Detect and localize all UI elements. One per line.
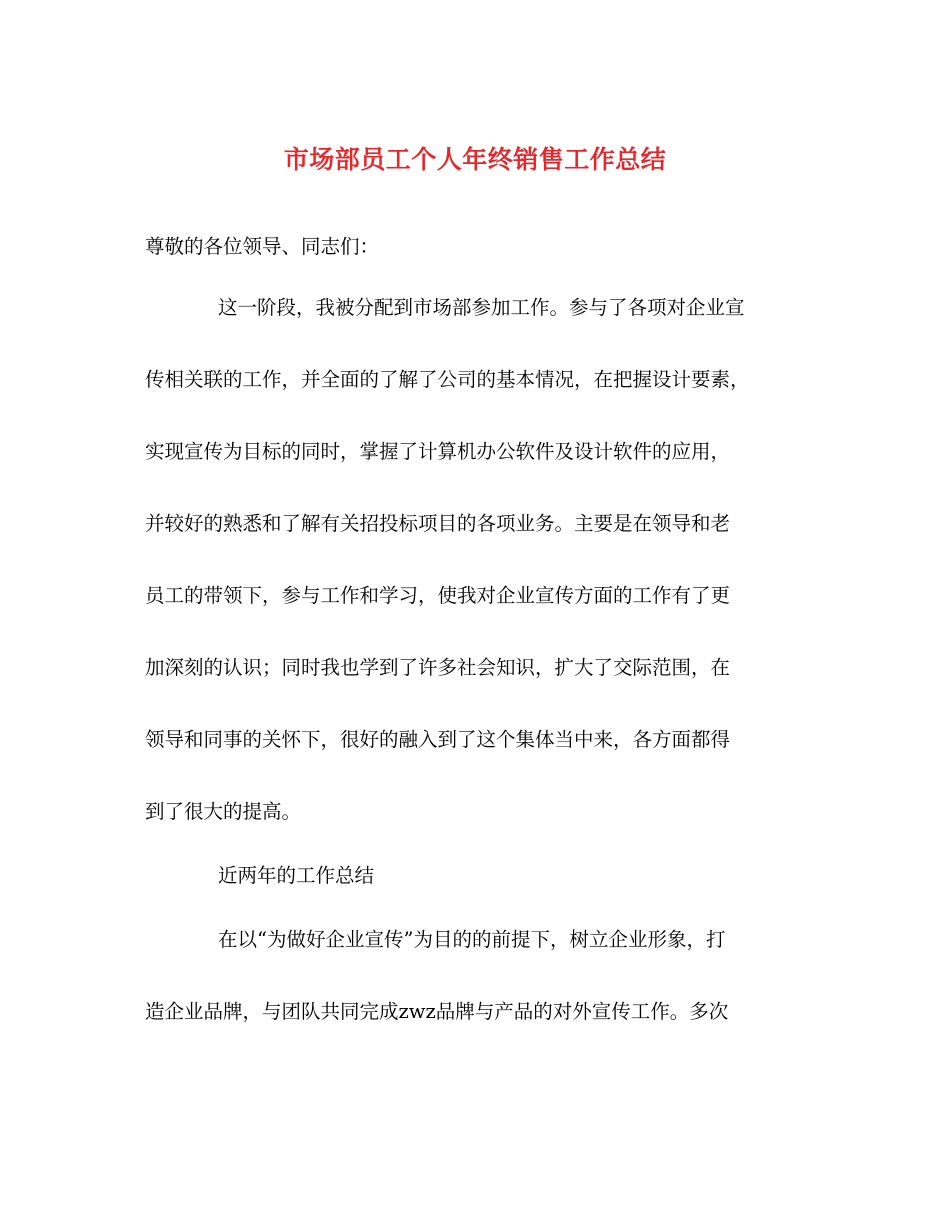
paragraph-line: 传相关联的工作，并全面的了解了公司的基本情况，在把握设计要素，: [145, 368, 750, 391]
paragraph-line: 这一阶段，我被分配到市场部参加工作。参与了各项对企业宣: [218, 296, 745, 319]
paragraph-line: 领导和同事的关怀下，很好的融入到了这个集体当中来，各方面都得: [145, 728, 731, 751]
paragraph-line: 员工的带领下，参与工作和学习，使我对企业宣传方面的工作有了更: [145, 584, 731, 607]
section-heading: 近两年的工作总结: [218, 864, 375, 887]
document-title: 市场部员工个人年终销售工作总结: [283, 145, 667, 174]
paragraph-line: 造企业品牌，与团队共同完成zwz品牌与产品的对外宣传工作。多次: [145, 1000, 729, 1023]
paragraph-line: 实现宣传为目标的同时，掌握了计算机办公软件及设计软件的应用，: [145, 440, 731, 463]
paragraph-line: 到了很大的提高。: [145, 800, 302, 823]
paragraph-line: 并较好的熟悉和了解有关招投标项目的各项业务。主要是在领导和老: [145, 512, 731, 535]
paragraph-line: 加深刻的认识；同时我也学到了许多社会知识，扩大了交际范围，在: [145, 656, 731, 679]
paragraph-line: 在以“为做好企业宣传”为目的的前提下，树立企业形象，打: [218, 928, 726, 951]
salutation: 尊敬的各位领导、同志们：: [145, 235, 380, 258]
